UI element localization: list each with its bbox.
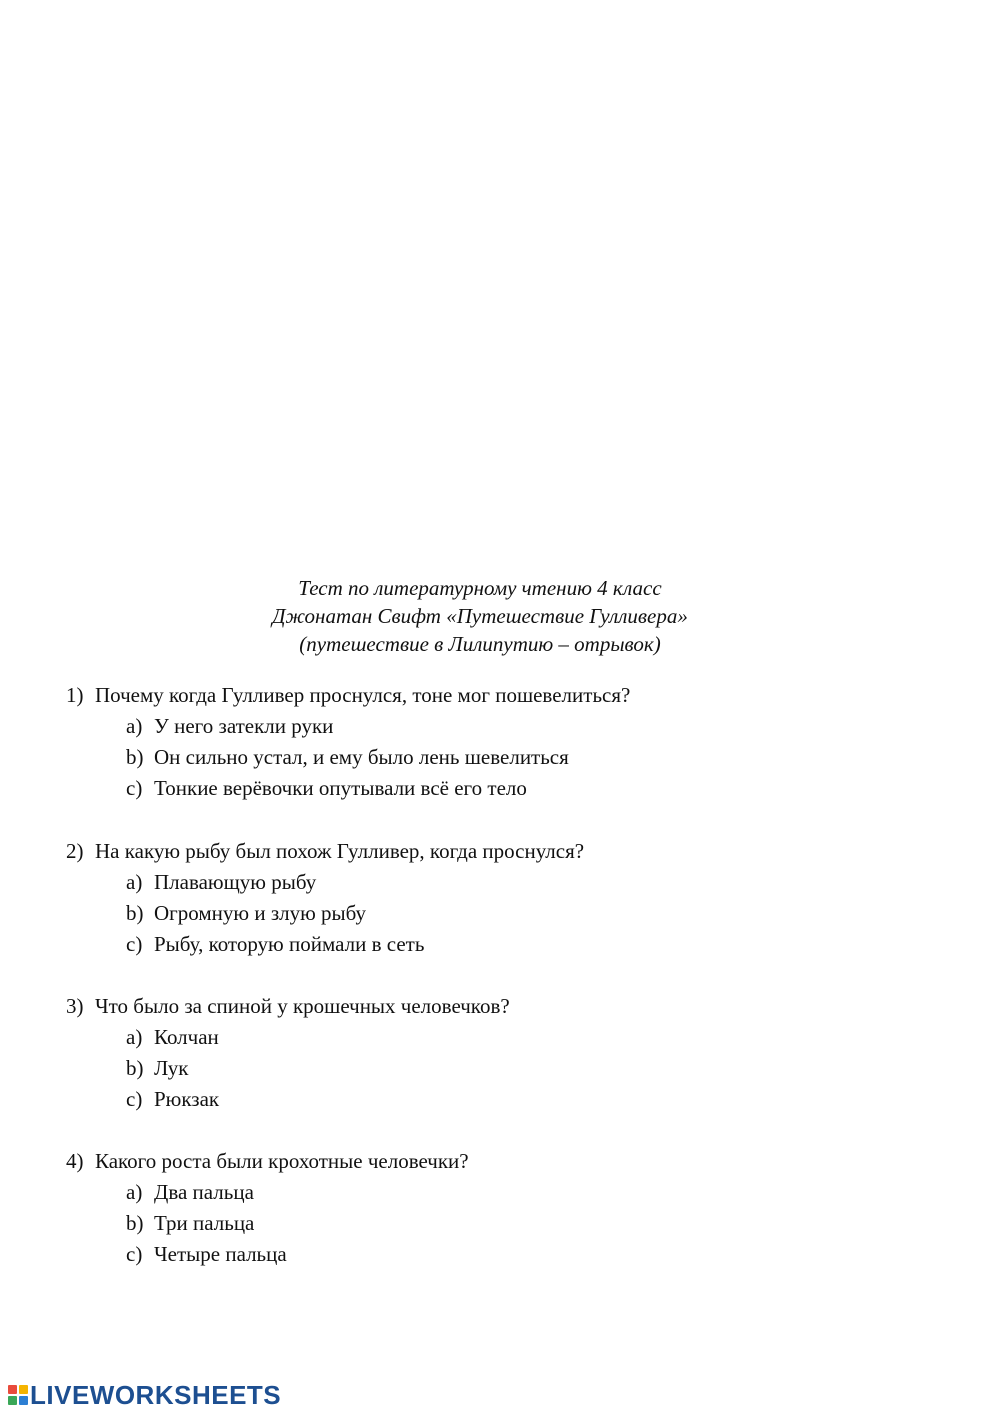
answer-option[interactable] — [126, 1053, 510, 1084]
question-number: 1) — [66, 683, 84, 707]
logo-block-2-icon — [19, 1385, 28, 1394]
option-text: Тонкие верёвочки опутывали всё его тело — [154, 776, 527, 800]
option-text: Огромную и злую рыбу — [154, 901, 367, 925]
option-text: Два пальца — [154, 1180, 254, 1204]
answer-option[interactable] — [126, 773, 630, 804]
option-text: Он сильно устал, и ему было лень шевелиться — [154, 745, 569, 769]
question-number: 2) — [66, 839, 84, 863]
logo-block-3-icon — [8, 1396, 17, 1405]
answer-option[interactable] — [126, 929, 584, 960]
answer-option[interactable] — [126, 867, 584, 898]
worksheet-header — [0, 574, 960, 658]
question-2 — [66, 836, 584, 960]
answer-option[interactable] — [126, 1084, 510, 1115]
option-text: Рюкзак — [154, 1087, 220, 1111]
logo-blocks-icon — [8, 1385, 28, 1405]
option-letter: c) — [126, 932, 143, 956]
option-letter: a) — [126, 1025, 143, 1049]
option-text: Колчан — [154, 1025, 219, 1049]
question-text: Почему когда Гулливер проснулся, тоне мог пошевелиться? — [95, 683, 631, 707]
answer-option[interactable] — [126, 898, 584, 929]
answer-option[interactable] — [126, 1177, 469, 1208]
question-number: 3) — [66, 994, 84, 1018]
option-letter: c) — [126, 1087, 143, 1111]
option-letter: a) — [126, 1180, 143, 1204]
logo-text: LIVEWORKSHEETS — [30, 1379, 282, 1410]
option-text: Лук — [154, 1056, 189, 1080]
option-letter: b) — [126, 901, 144, 925]
answer-option[interactable] — [126, 1208, 469, 1239]
answer-option[interactable] — [126, 1239, 469, 1270]
option-letter: b) — [126, 1211, 144, 1235]
option-letter: a) — [126, 714, 143, 738]
option-text: Три пальца — [154, 1211, 255, 1235]
option-text: Четыре пальца — [154, 1242, 287, 1266]
logo-block-4-icon — [19, 1396, 28, 1405]
answer-option[interactable] — [126, 742, 630, 773]
option-letter: b) — [126, 745, 144, 769]
liveworksheets-logo[interactable] — [8, 1380, 281, 1410]
question-4 — [66, 1146, 469, 1270]
question-text: Какого роста были крохотные человечки? — [95, 1149, 469, 1173]
answer-option[interactable] — [126, 1022, 510, 1053]
question-1 — [66, 680, 630, 804]
question-text: На какую рыбу был похож Гулливер, когда проснулся? — [95, 839, 585, 863]
option-letter: c) — [126, 776, 143, 800]
worksheet-title: Тест по литературному чтению 4 класс — [298, 576, 662, 600]
option-letter: c) — [126, 1242, 143, 1266]
question-3 — [66, 991, 510, 1115]
worksheet-subtitle: Джонатан Свифт «Путешествие Гулливера» — [272, 604, 688, 628]
answer-option[interactable] — [126, 711, 630, 742]
question-text: Что было за спиной у крошечных человечков? — [95, 994, 510, 1018]
option-text: У него затекли руки — [154, 714, 334, 738]
option-letter: a) — [126, 870, 143, 894]
option-text: Плавающую рыбу — [154, 870, 317, 894]
logo-block-1-icon — [8, 1385, 17, 1394]
question-number: 4) — [66, 1149, 84, 1173]
worksheet-note: (путешествие в Лилипутию – отрывок) — [299, 632, 661, 656]
option-letter: b) — [126, 1056, 144, 1080]
option-text: Рыбу, которую поймали в сеть — [154, 932, 425, 956]
